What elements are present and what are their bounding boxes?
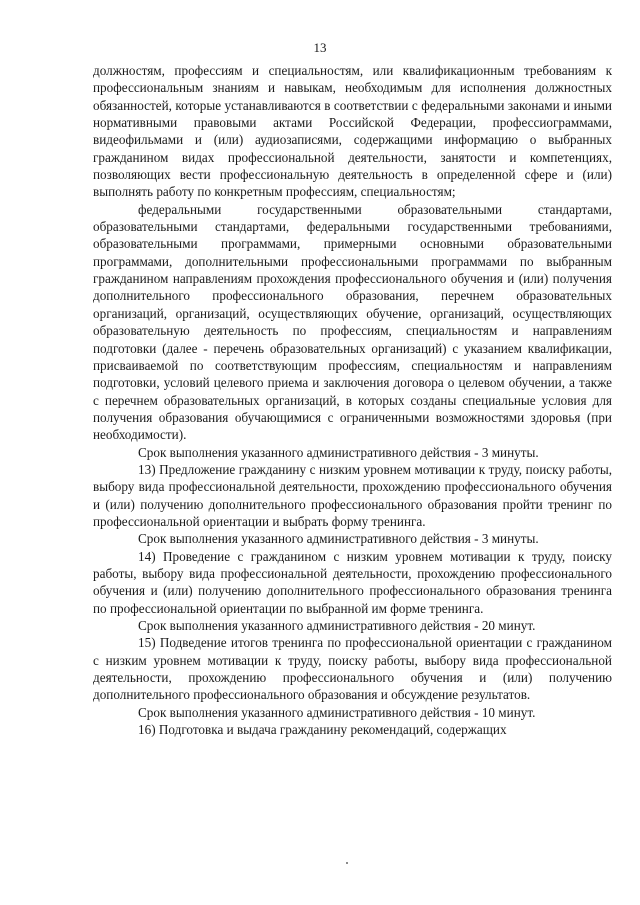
paragraph-item-16: 16) Подготовка и выдача гражданину рекомендаций, содержащих: [138, 722, 507, 738]
duration-line: Срок выполнения указанного административного действия - 3 минуты.: [138, 444, 539, 460]
document-body: [93, 62, 612, 738]
paragraph-standards-list: федеральными государственными образовательными стандартами, образовательными стандартами, федеральными государственными требованиями, образовательными программами, примерными основными образовательными программами, дополнительными профессиональными программами по выбранным гражданином направлениям прохождения профессионального обучения и (или) получения дополнительного профессионального образования, перечнем образовательных организаций, организаций, осуществляющих обучение, организаций, осуществляющих образовательную деятельность по профессиям, специальностям и направлениям подготовки (далее - перечень образовательных организаций) с указанием квалификации, присваиваемой по соответствующим профессиям, специальностям и направлениям подготовки, условий целевого приема и заключения договора о целевом обучении, а также с перечнем образовательных организаций, в которых созданы специальные условия для получения образования обучающимися с ограниченными возможностями здоровья (при необходимости).: [93, 201, 612, 443]
paragraph-continuation: должностям, профессиям и специальностям, или квалификационным требованиям к профессиональным знаниям и навыкам, необходимым для исполнения должностных обязанностей, которые устанавливаются в соответствии с федеральными законами и иными нормативными правовыми актами Российской Федерации, профессиограммами, видеофильмами и (или) аудиозаписями, содержащими информацию о выбранных гражданином видах профессиональной деятельности, занятости и компетенциях, позволяющих вести профессиональную деятельность в определенной сфере и (или) выполнять работу по конкретным профессиям, специальностям;: [93, 63, 612, 200]
duration-line: Срок выполнения указанного административного действия - 20 минут.: [138, 618, 536, 633]
scan-dot-mark: [346, 862, 348, 864]
paragraph-item-14: 14) Проведение с гражданином с низким уровнем мотивации к труду, поиску работы, выбору вида профессиональной деятельности, прохождению профессионального обучения и (или) получению дополнительного профессионального образования тренинга по профессиональной ориентации по выбранной им форме тренинга.: [93, 548, 612, 616]
duration-line: Срок выполнения указанного административного действия - 10 минут.: [138, 704, 536, 720]
duration-line: Срок выполнения указанного административного действия - 3 минуты.: [138, 531, 539, 547]
paragraph-item-15: 15) Подведение итогов тренинга по профессиональной ориентации с гражданином с низким уровнем мотивации к труду, поиску работы, выбору вида профессиональной деятельности, прохождению профессионального обучения и (или) получению дополнительного профессионального образования и обсуждение результатов.: [93, 635, 612, 703]
page-number: 13: [313, 40, 327, 55]
paragraph-item-13: 13) Предложение гражданину с низким уровнем мотивации к труду, поиску работы, выбору вида профессиональной деятельности, прохождению профессионального обучения и (или) получению дополнительного профессионального образования пройти тренинг по профессиональной ориентации и выбрать форму тренинга.: [93, 461, 612, 529]
